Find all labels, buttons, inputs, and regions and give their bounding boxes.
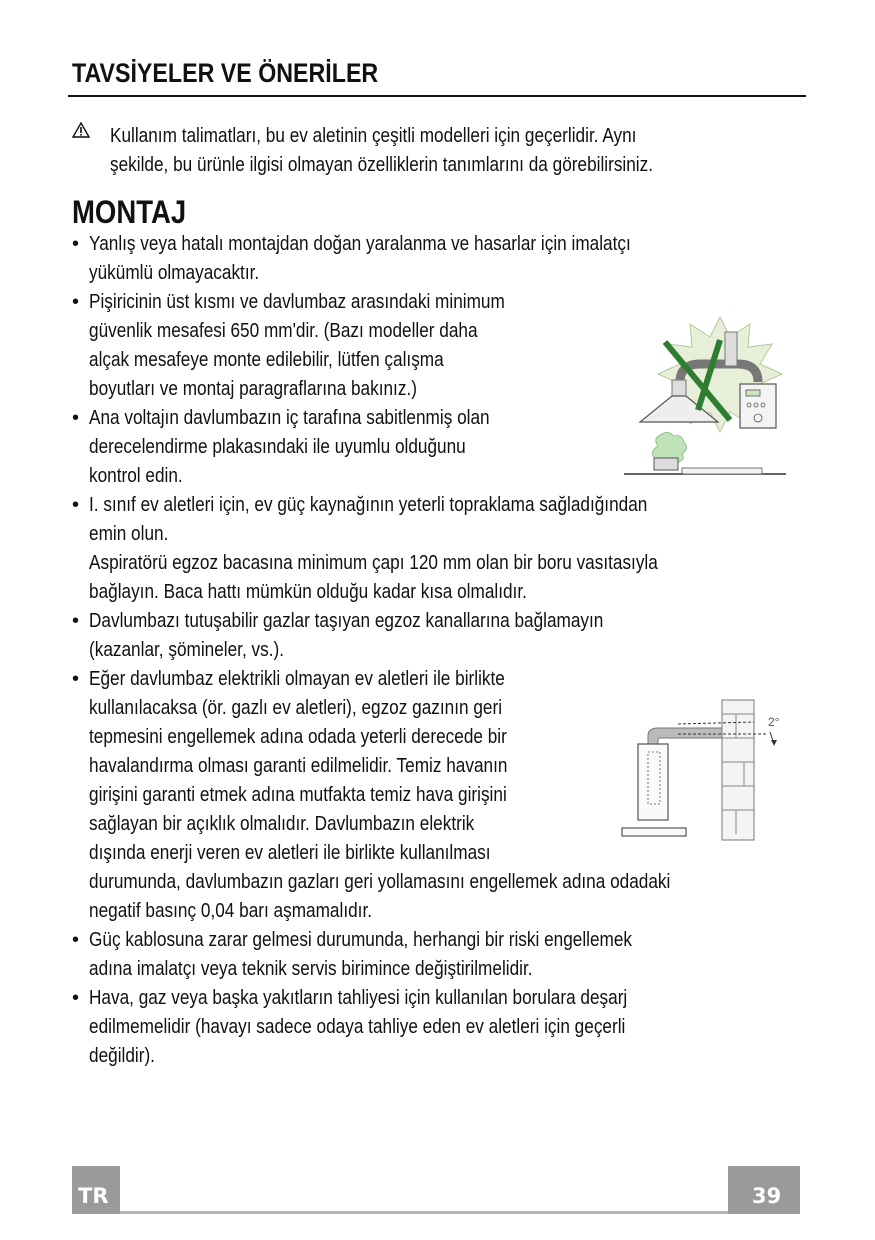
- list-item-line: (kazanlar, şömineler, vs.).: [89, 639, 285, 661]
- list-item-line: kontrol edin.: [89, 465, 183, 487]
- bullet-marker: •: [72, 407, 80, 429]
- angle-label: 2°: [768, 715, 780, 729]
- list-item-line: Aspiratörü egzoz bacasına minimum çapı 120 mm olan bir boru vasıtasıyla: [89, 552, 658, 574]
- list-item-line: negatif basınç 0,04 barı aşmamalıdır.: [89, 900, 373, 922]
- section-title: TAVSİYELER VE ÖNERİLER: [72, 58, 379, 88]
- footer-language-tab: [72, 1166, 120, 1214]
- exhaust-duct-slope-illustration: [618, 694, 788, 844]
- hood-installation-illustration: [620, 312, 790, 480]
- bullet-marker: •: [72, 610, 80, 632]
- notice-line: Kullanım talimatları, bu ev aletinin çeşitli modelleri için geçerlidir. Aynı: [110, 125, 637, 147]
- list-item-line: tepmesini engellemek adına odada yeterli derecede bir: [89, 726, 507, 748]
- list-item-line: Güç kablosuna zarar gelmesi durumunda, herhangi bir riski engellemek: [89, 929, 633, 951]
- list-item-line: güvenlik mesafesi 650 mm'dir. (Bazı modeller daha: [89, 320, 478, 342]
- list-item-line: durumunda, davlumbazın gazları geri yollamasını engellemek adına odadaki: [89, 871, 671, 893]
- language-code: TR: [78, 1184, 109, 1208]
- list-item-line: derecelendirme plakasındaki ile uyumlu olduğunu: [89, 436, 466, 458]
- list-item-line: edilmemelidir (havayı sadece odaya tahliye eden ev aletleri için geçerli: [89, 1016, 626, 1038]
- bullet-marker: •: [72, 494, 80, 516]
- warning-triangle-icon: [72, 122, 90, 138]
- list-item-line: Davlumbazı tutuşabilir gazlar taşıyan egzoz kanallarına bağlamayın: [89, 610, 604, 632]
- footer-rule: [120, 1211, 730, 1214]
- list-item-line: değildir).: [89, 1045, 155, 1067]
- list-item-line: Eğer davlumbaz elektrikli olmayan ev aletleri ile birlikte: [89, 668, 505, 690]
- subtitle: MONTAJ: [72, 194, 187, 230]
- list-item-line: Hava, gaz veya başka yakıtların tahliyesi için kullanılan borulara deşarj: [89, 987, 628, 1009]
- list-item: [89, 926, 632, 984]
- hood-chimney-shape: [622, 744, 686, 836]
- bullet-marker: •: [72, 233, 80, 255]
- list-item-line: I. sınıf ev aletleri için, ev güç kaynağının yeterli topraklama sağladığından: [89, 494, 648, 516]
- list-item-line: girişini garanti etmek adına mutfakta temiz hava girişini: [89, 784, 507, 806]
- list-item-line: alçak mesafeye monte edilebilir, lütfen çalışma: [89, 349, 444, 371]
- slope-arrow-icon: [770, 732, 777, 746]
- list-item-line: Yanlış veya hatalı montajdan doğan yaralanma ve hasarlar için imalatçı: [89, 233, 631, 255]
- list-item-line: havalandırma olması garanti edilmelidir. Temiz havanın: [89, 755, 508, 777]
- list-item: [89, 491, 658, 607]
- list-item: [89, 230, 631, 288]
- list-item-line: adına imalatçı veya teknik servis birimince değiştirilmelidir.: [89, 958, 533, 980]
- list-item: [89, 404, 490, 491]
- list-item-line: boyutları ve montaj paragraflarına bakınız.): [89, 378, 417, 400]
- bullet-marker: •: [72, 987, 80, 1009]
- list-item-line: sağlayan bir açıklık olmalıdır. Davlumbazın elektrik: [89, 813, 475, 835]
- notice-line: şekilde, bu ürünle ilgisi olmayan özelliklerin tanımlarını da görebilirsiniz.: [110, 154, 654, 176]
- list-item: [89, 288, 505, 404]
- title-divider: [68, 95, 806, 97]
- boiler-unit-shape: [740, 384, 776, 428]
- bullet-marker: •: [72, 929, 80, 951]
- list-item-line: emin olun.: [89, 523, 169, 545]
- list-item-line: kullanılacaksa (ör. gazlı ev aletleri), egzoz gazının geri: [89, 697, 503, 719]
- list-item-line: yükümlü olmayacaktır.: [89, 262, 260, 284]
- page-number: 39: [752, 1184, 782, 1208]
- pot-on-hob-shape: [624, 458, 786, 474]
- list-item: [89, 607, 603, 665]
- list-item: [89, 984, 627, 1071]
- list-item-line: Pişiricinin üst kısmı ve davlumbaz arasındaki minimum: [89, 291, 505, 313]
- list-item: [89, 665, 670, 926]
- bullet-marker: •: [72, 668, 80, 690]
- list-item-line: dışında enerji veren ev aletleri ile birlikte kullanılması: [89, 842, 491, 864]
- footer-page-tab: [728, 1166, 800, 1214]
- notice-text: [110, 122, 712, 180]
- list-item-line: bağlayın. Baca hattı mümkün olduğu kadar kısa olmalıdır.: [89, 581, 527, 603]
- list-item-line: Ana voltajın davlumbazın iç tarafına sabitlenmiş olan: [89, 407, 490, 429]
- bullet-marker: •: [72, 291, 80, 313]
- brick-wall-shape: [722, 700, 754, 840]
